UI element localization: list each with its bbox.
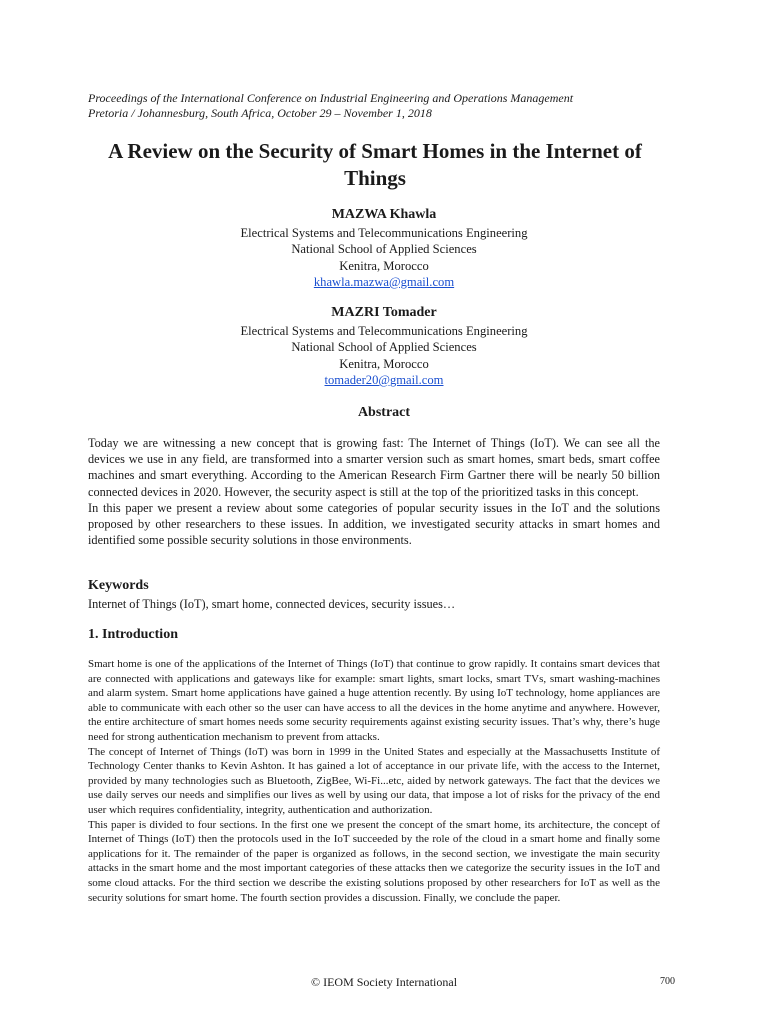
keywords-heading: Keywords [88, 578, 149, 593]
proceedings-line-1: Proceedings of the International Conference on Industrial Engineering and Operations Management [88, 91, 574, 105]
author-block-2 [88, 305, 680, 388]
introduction-body [88, 657, 660, 905]
introduction-paragraph: This paper is divided to four sections. In the first one we present the concept of the smart home, its architecture, the concept of Internet of Things (IoT) then the protocols used in the IoT succeeded by the role of the cloud in a smart home and finally some applications for it. The remainder of the paper is organized as follows, in the second section, we investigate the main security attacks in the smart home and the most important categories of these attacks then we categorize the security issues in the IoT and some cloud attacks. For the third section we describe the existing solutions proposed by other researchers for IoT as well as the security solutions for smart home. The fourth section provides a discussion. Finally, we conclude the paper. [88, 818, 660, 904]
abstract-paragraph: Today we are witnessing a new concept that is growing fast: The Internet of Things (IoT). We can see all the devices we use in any field, are transformed into a smarter version such as smart homes, smart beds, smart coffee machines and smart everything. According to the American Research Firm Gartner there will be nearly 50 billion connected devices in 2020. However, the security aspect is still at the top of the prioritized tasks in this concept. [88, 436, 660, 499]
author-department: Electrical Systems and Telecommunications Engineering [240, 226, 528, 241]
author-block-1 [88, 207, 680, 290]
introduction-paragraph: The concept of Internet of Things (IoT) was born in 1999 in the United States and especially at the Massachusetts Institute of Technology Center thanks to Kevin Ashton. It has gained a lot of acceptance in our private life, with the access to the Internet, provided by many technologies such as Bluetooth, ZigBee, Wi-Fi...etc, aided by network gateways. The fact that the devices we use daily serves our needs and simplifies our lives as well by using our data, that impose a lot of risks for the privacy of the end user which requires confidentiality, integrity, authentication and authorization. [88, 745, 660, 816]
abstract-paragraph: In this paper we present a review about some categories of popular security issues in the IoT and the solutions proposed by other researchers to these issues. In addition, we investigated security attacks in smart homes and identified some possible security solutions in those environments. [88, 500, 660, 548]
introduction-heading: 1. Introduction [88, 627, 178, 642]
abstract-heading: Abstract [357, 405, 411, 420]
paper-title [60, 138, 690, 192]
author-department: Electrical Systems and Telecommunications Engineering [240, 324, 528, 339]
proceedings-header [88, 91, 688, 121]
abstract-body [88, 435, 660, 548]
introduction-paragraph: Smart home is one of the applications of the Internet of Things (IoT) that continue to grow rapidly. It contains smart devices that are connected with applications and gateways like for example: smart lights, smart locks, smart TVs, smart washing-machines and alarm system. Smart home applications have gained a huge attention recently. By using IoT technology, home appliances are able to communicate with each other so the user can have access to all the devices in the home anytime and anywhere. However, the entire architecture of smart homes needs some security requirements against existing security issues. That’s why, there’s huge need for strong authentication mechanism to prevent from attacks. [88, 658, 660, 743]
author-email-link[interactable]: khawla.mazwa@gmail.com [313, 274, 455, 289]
author-name: MAZRI Tomader [331, 305, 437, 320]
author-location: Kenitra, Morocco [339, 356, 429, 371]
page-number: 700 [660, 976, 675, 987]
author-email-link[interactable]: tomader20@gmail.com [324, 372, 444, 387]
keywords-text: Internet of Things (IoT), smart home, connected devices, security issues… [88, 597, 456, 611]
proceedings-line-2: Pretoria / Johannesburg, South Africa, October 29 – November 1, 2018 [88, 106, 432, 120]
title-line-2: Things [344, 166, 406, 190]
title-line-1: A Review on the Security of Smart Homes in the Internet of [108, 139, 642, 163]
author-school: National School of Applied Sciences [291, 242, 477, 257]
author-school: National School of Applied Sciences [291, 340, 477, 355]
copyright-footer: © IEOM Society International [310, 975, 458, 989]
author-location: Kenitra, Morocco [339, 258, 429, 273]
author-name: MAZWA Khawla [331, 207, 437, 222]
